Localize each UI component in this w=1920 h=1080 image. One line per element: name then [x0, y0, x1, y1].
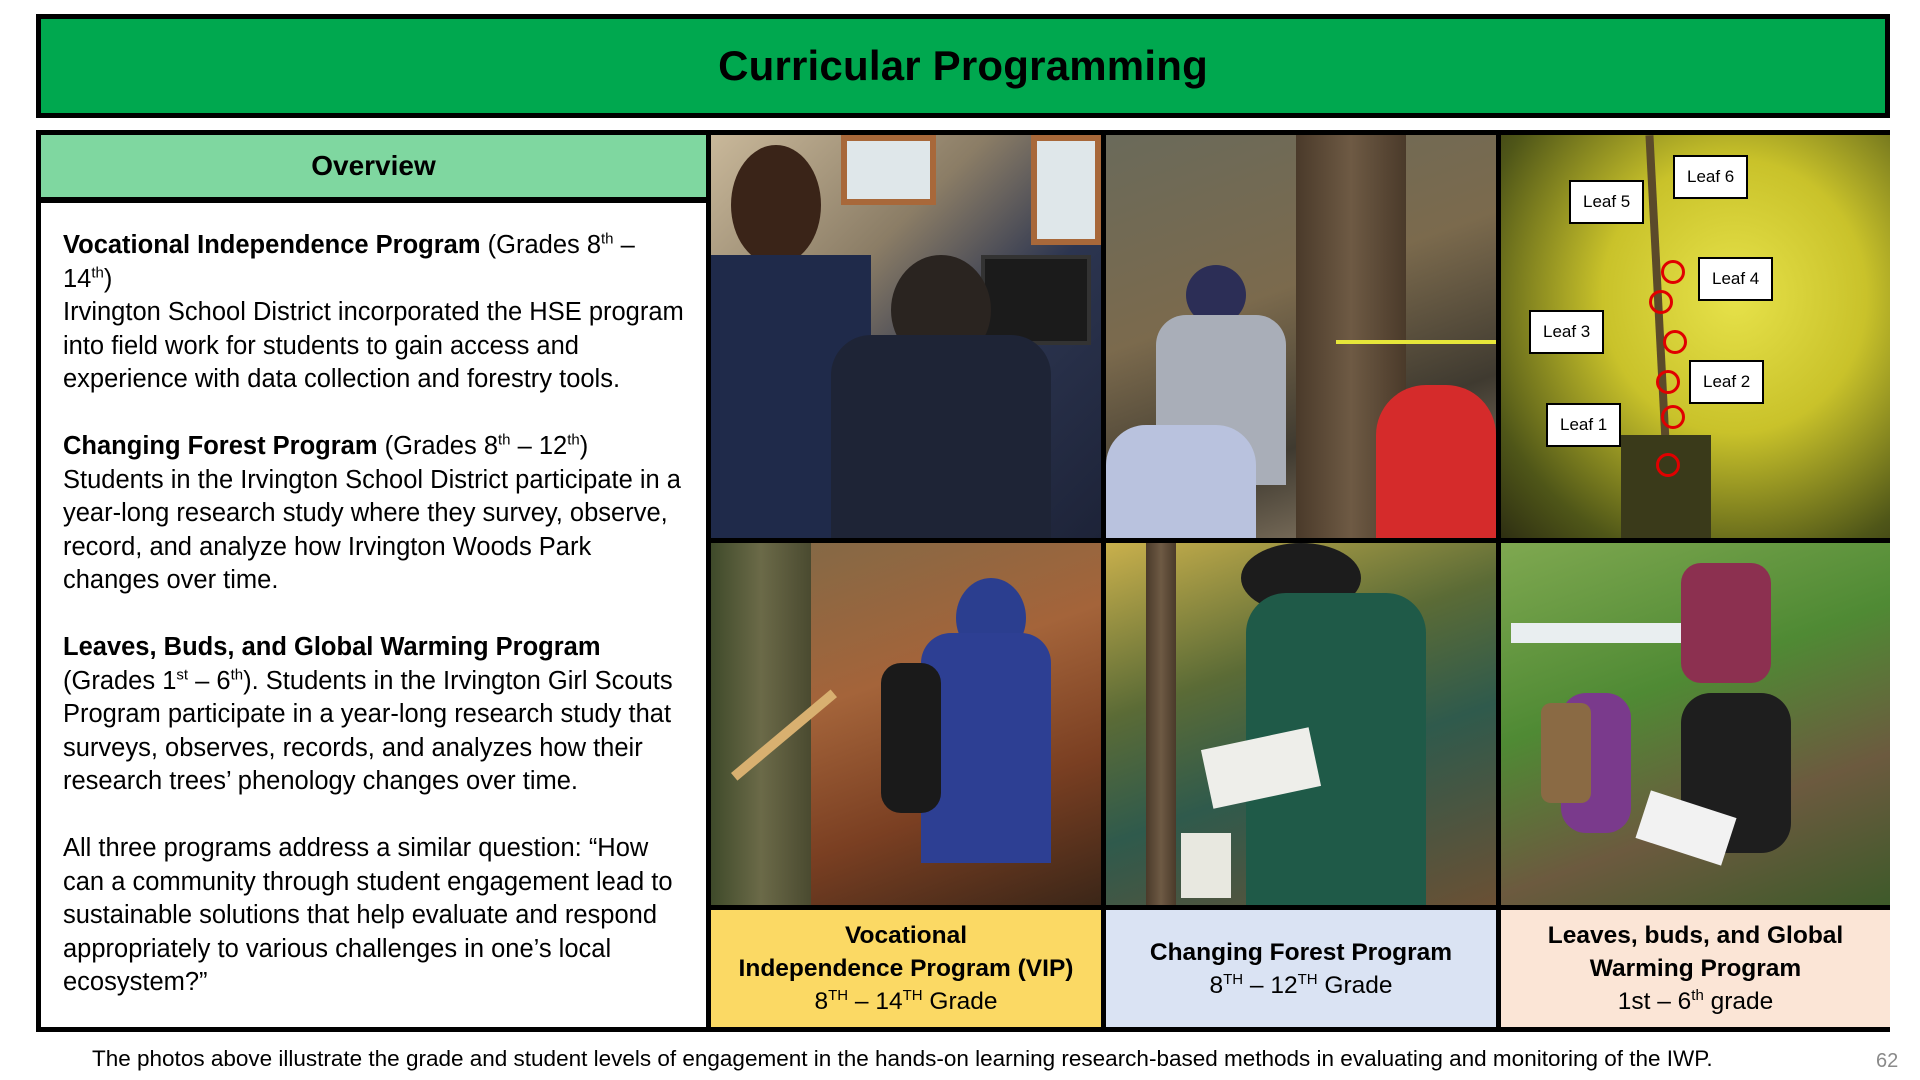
leaf-1-label: Leaf 1	[1546, 403, 1621, 447]
closing-question: All three programs address a similar question: “How can a community through student engagement lead to sustainable solutions that help evaluate and respond appropriately to various challenges in one’s local ecosystem?”	[63, 834, 673, 996]
grade-range: (Grades 8	[377, 432, 498, 460]
overview-body	[41, 203, 706, 1027]
person-image	[1106, 425, 1256, 538]
photo-girl-scouts	[1501, 543, 1890, 905]
caption-title-line: Changing Forest Program	[1149, 938, 1453, 966]
photo-vip-laptop	[711, 135, 1101, 538]
grade-text: – 14	[848, 988, 903, 1015]
slide-title: Curricular Programming	[718, 42, 1208, 89]
program-name: Vocational Independence Program	[63, 231, 481, 259]
person-image	[881, 663, 941, 813]
photo-forest-measuring	[1106, 135, 1496, 538]
program-leaves-buds-paragraph	[63, 631, 688, 799]
grade-suffix: TH	[1223, 970, 1244, 988]
overview-header	[41, 135, 706, 197]
grade-text: grade	[1703, 988, 1774, 1015]
grade-range: )	[579, 432, 589, 460]
person-image	[831, 335, 1051, 538]
stump-image	[1541, 703, 1591, 803]
tree-image	[1146, 543, 1176, 905]
caption-title-line: Independence Program (VIP)	[738, 955, 1074, 982]
grade-suffix: st	[176, 666, 189, 683]
page-number: 62	[1876, 1050, 1899, 1072]
grade-range: (Grades 8	[480, 231, 602, 259]
grade-suffix: th	[91, 264, 104, 281]
grade-suffix: TH	[828, 986, 849, 1004]
photo-vip-tree-corer	[711, 543, 1101, 905]
program-description: Irvington School District incorporated the HSE program into field work for students to gain access and experience with data collection and forestry tools.	[63, 298, 684, 393]
leaf-marker	[1661, 260, 1685, 284]
leaf-marker	[1656, 370, 1680, 394]
caption-title-line: Vocational	[844, 922, 968, 949]
caption-leaves-buds	[1501, 910, 1890, 1027]
grade-text: – 12	[1243, 971, 1298, 999]
grade-text: Grade	[1317, 971, 1393, 999]
clipboard-image	[1181, 833, 1231, 898]
leaf-4-label: Leaf 4	[1698, 257, 1773, 301]
program-name: Leaves, Buds, and Global Warming Program	[63, 633, 601, 661]
caption-grade	[814, 985, 997, 1018]
grade-suffix: th	[601, 230, 614, 248]
leaf-marker	[1663, 330, 1687, 354]
grade-range: (Grades 1	[63, 666, 177, 695]
grade-text: 1st – 6	[1617, 988, 1692, 1015]
program-vip-paragraph	[63, 229, 688, 397]
program-changing-forest-paragraph	[63, 430, 688, 598]
grade-range: – 6	[188, 666, 231, 695]
grade-text: Grade	[922, 988, 998, 1015]
leaf-5-label: Leaf 5	[1569, 180, 1644, 224]
overview-panel	[41, 135, 706, 1027]
photo-footnote: The photos above illustrate the grade and student levels of engagement in the hands-on learning research-based methods in evaluating and monitoring of the IWP.	[92, 1046, 1713, 1071]
grade-suffix: TH	[902, 986, 923, 1004]
content-frame	[36, 130, 1890, 1032]
grade-suffix: th	[567, 431, 580, 449]
program-description: Students in the Irvington Girl Scouts Program participate in a year-long research study that surveys, observes, records, and analyzes how their research trees’ phenology changes over time.	[63, 666, 673, 795]
leaf-marker	[1661, 405, 1685, 429]
grade-suffix: th	[230, 666, 244, 683]
grade-suffix: TH	[1297, 970, 1318, 988]
person-image	[731, 145, 821, 265]
program-name: Changing Forest Program	[63, 432, 378, 460]
leaf-marker	[1656, 453, 1680, 477]
grade-range: ).	[243, 666, 259, 695]
photo-forest-clipboard	[1106, 543, 1496, 905]
leaf-2-label: Leaf 2	[1689, 360, 1764, 404]
caption-title-line: Leaves, buds, and Global	[1547, 922, 1844, 949]
leaf-3-label: Leaf 3	[1529, 310, 1604, 354]
caption-title-line: Warming Program	[1589, 955, 1802, 982]
grade-range: – 14	[63, 231, 635, 293]
person-image	[1376, 385, 1496, 538]
caption-grade	[1618, 985, 1774, 1018]
branch-image	[1621, 435, 1711, 538]
title-bar	[36, 14, 1890, 118]
grade-suffix: th	[1691, 986, 1704, 1004]
program-description: Students in the Irvington School District participate in a year-long research study where they survey, observe, record, and analyze how Irvington Woods Park changes over time.	[63, 465, 681, 594]
grade-suffix: th	[498, 431, 511, 449]
window-image	[841, 135, 936, 205]
person-image	[1681, 563, 1771, 683]
caption-grade	[1209, 969, 1392, 1002]
caption-changing-forest	[1106, 910, 1496, 1027]
window-image	[1031, 135, 1101, 245]
photo-leaf-buds	[1501, 135, 1890, 538]
caption-vip	[711, 910, 1101, 1027]
grade-text: 8	[814, 988, 829, 1015]
laptop-image	[981, 255, 1091, 345]
leaf-marker	[1649, 290, 1673, 314]
leaf-6-label: Leaf 6	[1673, 155, 1748, 199]
grade-range: )	[103, 264, 113, 293]
tape-measure-image	[1336, 340, 1496, 344]
overview-heading: Overview	[311, 150, 436, 181]
grade-range: – 12	[510, 432, 568, 460]
grade-text: 8	[1209, 971, 1224, 999]
